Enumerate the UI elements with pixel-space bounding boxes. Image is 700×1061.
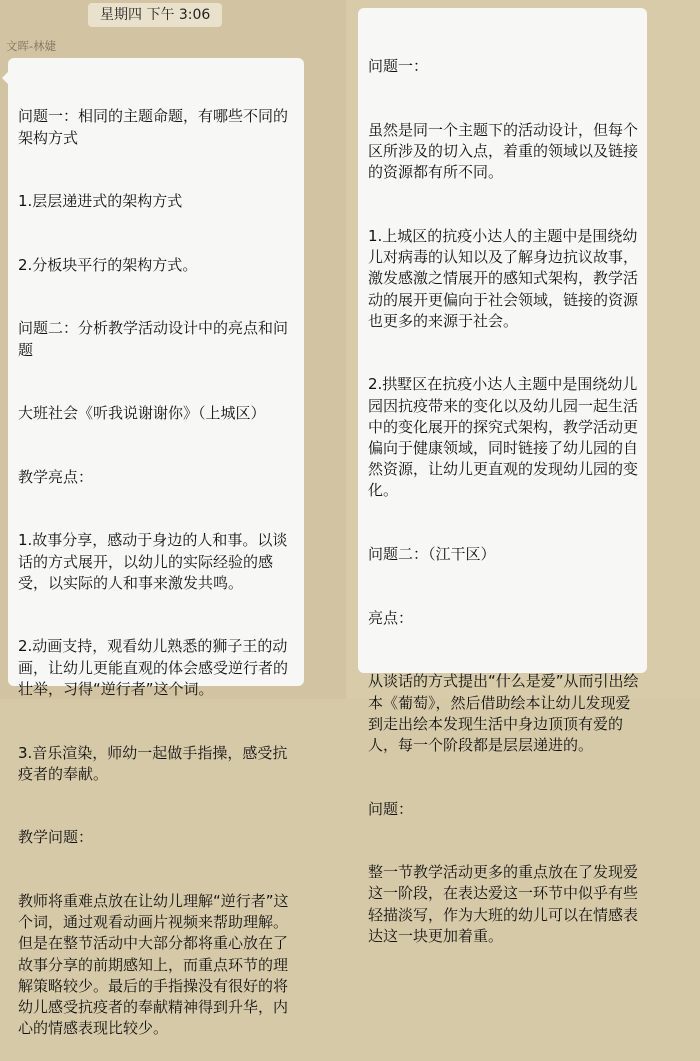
sender-name: 文晖-林婕 [6, 39, 57, 53]
message-bubble-left[interactable] [8, 58, 304, 1038]
message-line: 教学问题： [18, 828, 94, 847]
message-line: 从谈话的方式提出“什么是爱”从而引出绘本《葡萄》，然后借助绘本让幼儿发现爱到走出绘本发现生活中身边顶顶有爱的人，每一个阶段都是层层递进的。 [368, 672, 639, 754]
message-line: 问题一： [368, 57, 429, 76]
message-line: 问题一：相同的主题命题，有哪些不同的架构方式 [18, 107, 289, 147]
message-line: 2.拱墅区在抗疫小达人主题中是围绕幼儿园因抗疫带来的变化以及幼儿园一起生活中的变化展开的探究式架构，教学活动更偏向于健康领域，同时链接了幼儿园的自然资源，让幼儿更直观的发现幼儿园的变化。 [368, 375, 639, 500]
message-line: 3.音乐渲染，师幼一起做手指操，感受抗疫者的奉献。 [18, 743, 288, 783]
message-line: 问题二：分析教学活动设计中的亮点和问题 [18, 319, 289, 359]
message-line: 问题： [368, 799, 414, 818]
message-line: 问题二：（江干区） [368, 545, 496, 564]
message-line: 亮点： [368, 608, 414, 627]
message-line: 整一节教学活动更多的重点放在了发现爱这一阶段，在表达爱这一环节中似乎有些轻描淡写，作为大班的幼儿可以在情感表达这一块更加着重。 [368, 863, 639, 945]
message-line: 1.层层递进式的架构方式 [18, 192, 183, 211]
message-line: 1.上城区的抗疫小达人的主题中是围绕幼儿对病毒的认知以及了解身边抗议故事，激发感激之情展开的感知式架构，教学活动的展开更偏向于社会领域，链接的资源也更多的来源于社会。 [368, 227, 639, 330]
message-line: 2.动画支持，观看幼儿熟悉的狮子王的动画，让幼儿更能直观的体会感受逆行者的壮举，习得“逆行者”这个词。 [18, 637, 289, 698]
message-line: 教学亮点： [18, 467, 94, 486]
message-bubble-right[interactable] [358, 8, 647, 945]
message-line: 教师将重难点放在让幼儿理解“逆行者”这个词，通过观看动画片视频来帮助理解。但是在整节活动中大部分都将重心放在了故事分享的前期感知上，而重点环节的理解策略较少。最后的手指操没有很好的将幼儿感受抗疫者的奉献精神得到升华，内心的情感表现比较少。 [18, 891, 289, 1038]
message-line: 大班社会《听我说谢谢你》（上城区） [18, 404, 266, 423]
message-timestamp: 星期四 下午 3:06 [88, 3, 222, 27]
message-line: 虽然是同一个主题下的活动设计，但每个区所涉及的切入点，着重的领域以及链接的资源都有所不同。 [368, 121, 639, 182]
message-line: 2.分板块平行的架构方式。 [18, 255, 198, 274]
message-line: 1.故事分享，感动于身边的人和事。以谈话的方式展开，以幼儿的实际经验的感受，以实际的人和事来激发共鸣。 [18, 531, 288, 592]
